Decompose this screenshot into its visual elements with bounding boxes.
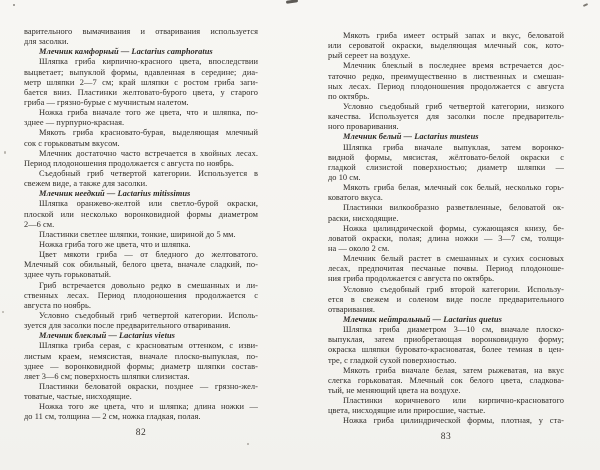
text-line: плоской или несколько воронковидной формы диаметром [24, 209, 258, 219]
text-line: Условно съедобный гриб четвертой категории. Исполь- [39, 310, 258, 320]
text-line: ловатой окраски, полая; длина ножки — 3—7 см, толщи- [328, 233, 564, 243]
text-line: Ножка того же цвета, что и шляпка; длина ножки — [39, 402, 258, 412]
text-line: Пластинки коричневого или кирпично-красноватого [343, 396, 564, 406]
text-line: ляет 3—6 см; поверхность шляпки слизистая. [24, 371, 190, 381]
scan-speck [583, 3, 588, 7]
text-line: тре, с гладкой сухой поверхностью. [328, 355, 457, 365]
scan-speck [2, 311, 4, 313]
text-line: Шляпка гриба кирпично-красного цвета, впоследствии [39, 57, 258, 67]
scan-speck [13, 4, 15, 6]
text-line: Ножка гриба вначале того же цвета, что и шляпка, по- [39, 108, 258, 118]
text-line: видной формы, мясистая, жёлтовато-белой окраски с [328, 152, 564, 162]
text-line: Млечник блеклый в последнее время встречается дос- [343, 61, 564, 71]
text-line: рый сереет на воздухе. [328, 51, 411, 61]
text-line: Пластинки вилкообразно разветвленные, беловатой ок- [343, 203, 564, 213]
text-line: лесах, предпочитая песчаные почвы. Период плодоноше- [328, 264, 564, 274]
left-page-number: 82 [135, 428, 147, 438]
text-line: метр шляпки 2—7 см; край шляпки с ростом гриба заги- [24, 77, 258, 87]
text-line: Шляпка гриба серая, с красноватым оттенком, с изви- [39, 341, 258, 351]
left-page-text-block [24, 27, 258, 422]
text-line: гриба — грязно-бурые с мучнистым налетом. [24, 97, 189, 107]
text-line: ственных лесах. Период плодоношения продолжается с [24, 290, 258, 300]
species-heading: Млечник белый — Lactarius musteus [343, 132, 479, 142]
text-line: зднее — воронковидной формы; диаметр шляпки состав- [24, 361, 258, 371]
text-line: Млечный сок обильный, белого цвета, вначале сладкий, по- [24, 260, 258, 270]
text-line: Условно съедобный гриб второй категории. Использу- [343, 284, 564, 294]
text-line: раски, нисходящие. [328, 213, 399, 223]
scan-speck [247, 443, 249, 445]
text-line: зднее — пурпурно-красная. [24, 118, 125, 128]
species-heading: Млечник камфорный — Lactarius camphoratus [39, 47, 213, 57]
text-line: Пластинки светлее шляпки, тонкие, шириной до 5 мм. [39, 229, 236, 239]
text-line: на — около 2 см. [328, 243, 390, 253]
text-line: ного проваривания. [328, 122, 399, 132]
text-line: до 11 см, толщина — 2 см, ножка гладкая, полая. [24, 412, 201, 422]
text-line: Ножка цилиндрической формы, сужающаяся книзу, бе- [343, 223, 564, 233]
text-line: сок с горьковатым вкусом. [24, 138, 120, 148]
text-line: Шляпка гриба диаметром 3—10 см, вначале плоско- [343, 325, 564, 335]
text-line: свежем виде, а также для засолки. [24, 179, 148, 189]
text-line: цвета, нисходящие или приросшие, частые. [328, 406, 486, 416]
text-line: ется в свежем и соленом виде после предварительного [328, 294, 564, 304]
text-line: Мякоть гриба вначале белая, затем рыжеватая, на вкус [343, 365, 564, 375]
text-line: таточно редко, преимущественно в лиственных и смешан- [328, 71, 564, 81]
text-line: Ножка гриба того же цвета, что и шляпка. [39, 239, 191, 249]
species-heading: Млечник нейтральный — Lactarius quetus [343, 314, 502, 324]
text-line: выпуклая, затем приобретающая воронковидную форму; [328, 335, 564, 345]
text-line: Мякоть гриба имеет острый запах и вкус, беловатой [343, 31, 564, 40]
species-heading: Млечник блеклый — Lactarius vietus [39, 331, 175, 341]
text-line: Мякоть гриба белая, млечный сок белый, несколько горь- [343, 183, 564, 193]
text-line: товатые, частые, нисходящие. [24, 392, 132, 402]
text-line: ных лесах. Период плодоношения продолжается с августа [328, 81, 564, 91]
text-line: зуется для засолки после предварительного отваривания. [24, 321, 231, 331]
text-line: 2—6 см. [24, 219, 55, 229]
text-line: Мякоть гриба красновато-бурая, выделяющая млечный [39, 128, 258, 138]
text-line: слегка горьковатая. Млечный сок белого цвета, сладкова- [328, 375, 564, 385]
text-line: августа по ноябрь. [24, 300, 91, 310]
text-line: окраска шляпки буровато-красноватая, более темная в цен- [328, 345, 564, 355]
text-line: бается вниз. Пластинки желтовато-бурого цвета, у старого [24, 87, 258, 97]
text-line: Ножка гриба цилиндрической формы, плотная, у ста- [343, 416, 564, 426]
scan-speck [4, 151, 6, 154]
text-line: Съедобный гриб четвертой категории. Используется в [39, 168, 258, 178]
text-line: до 10 см. [328, 172, 361, 182]
right-page-text-block [328, 31, 564, 426]
text-line: Млечник достаточно часто встречается в хвойных лесах. [39, 148, 258, 158]
text-line: ния гриба продолжается с августа по октябрь. [328, 274, 495, 284]
text-line: Период плодоношения продолжается с августа по ноябрь. [24, 158, 234, 168]
text-line: Гриб встречается довольно редко в смешанных и ли- [39, 280, 258, 290]
text-line: по октябрь. [328, 91, 370, 101]
text-line: Шляпка гриба вначале выпуклая, затем воронко- [343, 142, 564, 152]
text-line: зднее чуть горьковатый. [24, 270, 112, 280]
species-heading: Млечник неедкий — Lactarius mitissimus [39, 189, 191, 199]
text-line: тый, не меняющий цвета на воздухе. [328, 385, 461, 395]
text-line: Млечник белый растет в смешанных и сухих сосновых [343, 254, 564, 264]
text-line: отваривания. [328, 304, 376, 314]
text-line: коватого вкуса. [328, 193, 383, 203]
right-page-number: 83 [440, 432, 452, 442]
text-line: Пластинки беловатой окраски, позднее — грязно-жел- [39, 381, 258, 391]
text-line: Шляпка оранжево-желтой или светло-бурой окраски, [39, 199, 258, 209]
text-line: или сероватой окраски, выделяющая млечный сок, кото- [328, 41, 564, 51]
text-line: качества. Используется для засолки после предваритель- [328, 112, 564, 122]
text-line: листым краем, немясистая, вначале плоско-выпуклая, по- [24, 351, 258, 361]
scan-smudge [286, 0, 298, 4]
text-line: Цвет мякоти гриба — от бледного до желтоватого. [39, 250, 258, 260]
text-line: гладкой слизистой поверхностью; диаметр шляпки — [328, 162, 564, 172]
text-line: Условно съедобный гриб четвертой категории, низкого [343, 101, 564, 111]
text-line: для засолки. [24, 37, 69, 47]
text-line: варительного вымачивания и отваривания используется [24, 27, 258, 36]
text-line: выцветает; выпуклой формы, вдавленная в середине; диа- [24, 67, 258, 77]
